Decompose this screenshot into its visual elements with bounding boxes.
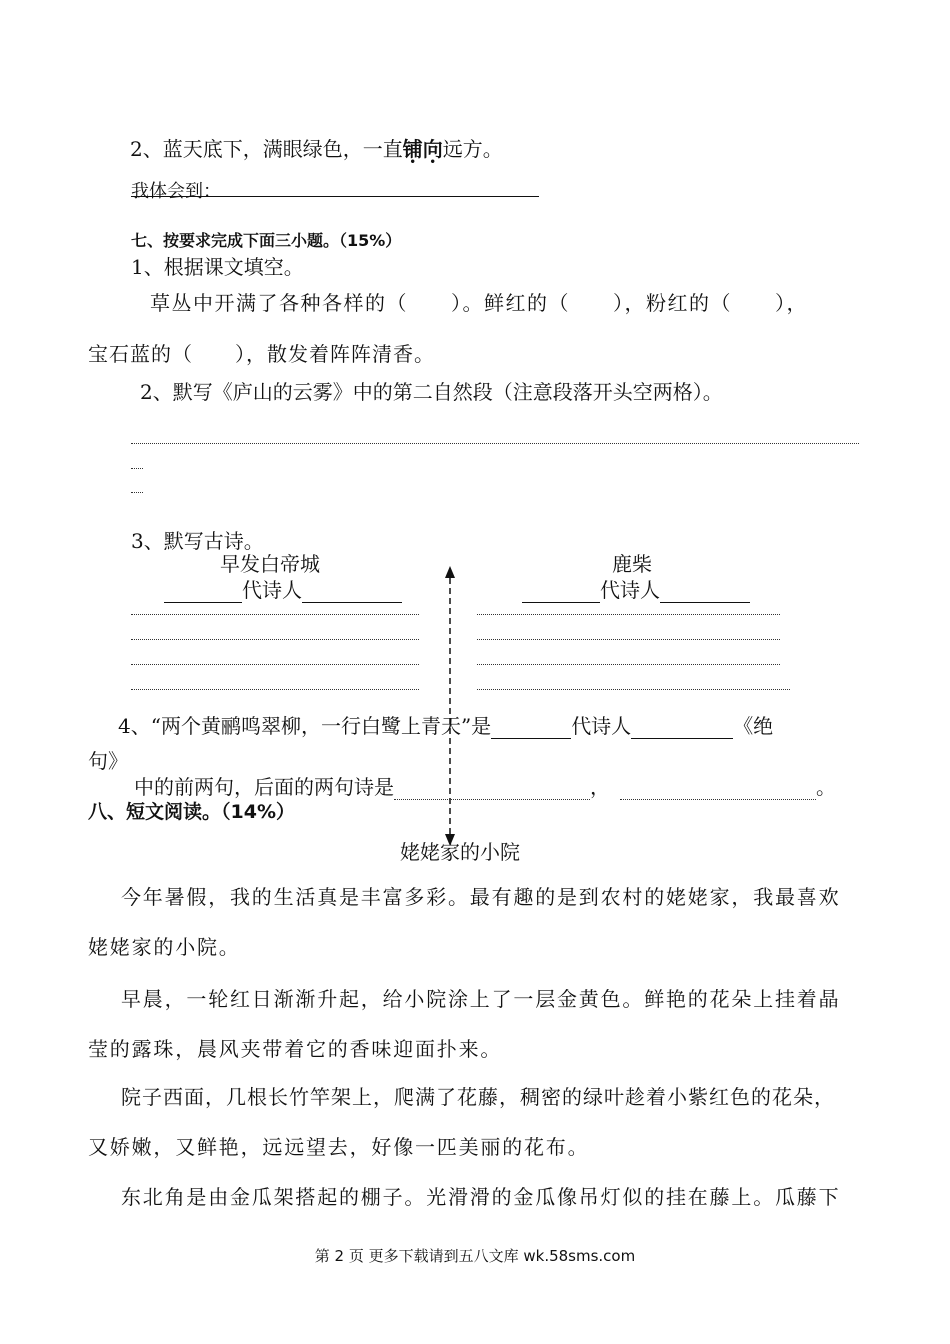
emphasis-char: 铺 — [402, 137, 423, 161]
story-p1-line2: 姥姥家的小院。 — [88, 935, 241, 959]
dynasty-blank[interactable] — [164, 578, 242, 603]
q6-item2-sentence: 2、蓝天底下，满眼绿色，一直铺向远方。 — [130, 137, 503, 161]
story-p3-line1: 院子西面，几根长竹竿架上，爬满了花藤，稠密的绿叶趁着小紫红色的花朵， — [121, 1085, 835, 1109]
writing-line[interactable] — [477, 614, 780, 615]
story-p2-line2: 莹的露珠，晨风夹带着它的香味迎面扑来。 — [88, 1037, 503, 1061]
poem-left-author-row: 代诗人 — [164, 574, 402, 603]
writing-line[interactable] — [477, 689, 790, 690]
writing-line[interactable] — [131, 614, 419, 615]
poem-right-title: 鹿柴 — [612, 552, 652, 576]
dashed-divider-arrow — [440, 566, 460, 846]
writing-line[interactable] — [131, 639, 419, 640]
poem-left-title: 早发白帝城 — [220, 552, 320, 576]
story-p3-line2: 又娇嫩，又鲜艳，远远望去，好像一匹美丽的花布。 — [88, 1135, 590, 1159]
story-p2-line1: 早晨，一轮红日渐渐升起，给小院涂上了一层金黄色。鲜艳的花朵上挂着晶 — [121, 987, 841, 1011]
writing-line[interactable] — [131, 664, 419, 665]
story-p4-line1: 东北角是由金瓜架搭起的棚子。光滑滑的金瓜像吊灯似的挂在藤上。瓜藤下 — [121, 1185, 841, 1209]
writing-line[interactable] — [131, 443, 859, 444]
writing-line[interactable] — [131, 468, 143, 469]
writing-line[interactable] — [477, 664, 780, 665]
writing-line[interactable] — [131, 492, 143, 493]
section7-title: 七、按要求完成下面三小题。（15%） — [131, 231, 402, 250]
page-footer: 第 2 页 更多下载请到五八文库 wk.58sms.com — [314, 1247, 636, 1265]
poet-blank[interactable] — [302, 578, 402, 603]
poem-answer-blank[interactable] — [394, 775, 590, 800]
story-p1-line1: 今年暑假，我的生活真是丰富多彩。最有趣的是到农村的姥姥家，我最喜欢 — [121, 885, 841, 909]
poet-blank[interactable] — [660, 578, 750, 603]
q7-2-label: 2、默写《庐山的云雾》中的第二自然段（注意段落开头空两格）。 — [140, 380, 723, 404]
poet-blank[interactable] — [631, 714, 733, 739]
feel-label: 我体会到： — [131, 181, 221, 202]
writing-line[interactable] — [477, 639, 780, 640]
q7-1-line2: 宝石蓝的（ ），散发着阵阵清香。 — [88, 342, 435, 366]
poem-right-author-row: 代诗人 — [522, 574, 750, 603]
q7-4-line1: 4、“两个黄鹂鸣翠柳，一行白鹭上青天”是 代诗人 《绝 — [118, 714, 774, 738]
story-title: 姥姥家的小院 — [400, 840, 520, 864]
q7-3-label: 3、默写古诗。 — [131, 529, 264, 553]
poem-answer-blank[interactable] — [620, 775, 816, 800]
section8-title: 八、短文阅读。（14%） — [88, 801, 295, 823]
emphasis-char: 向 — [422, 137, 443, 161]
dynasty-blank[interactable] — [522, 578, 600, 603]
q7-4-line2: 中的前两句，后面的两句诗是 ， 。 — [134, 775, 836, 799]
q7-1-line1: 草丛中开满了各种各样的（ ）。鲜红的（ ），粉红的（ ）， — [150, 291, 808, 315]
feel-answer-line[interactable] — [131, 196, 539, 197]
writing-line[interactable] — [131, 689, 419, 690]
q7-1-label: 1、根据课文填空。 — [131, 255, 304, 279]
dynasty-blank[interactable] — [491, 714, 571, 739]
q7-4-line1-wrap: 句》 — [88, 749, 128, 773]
